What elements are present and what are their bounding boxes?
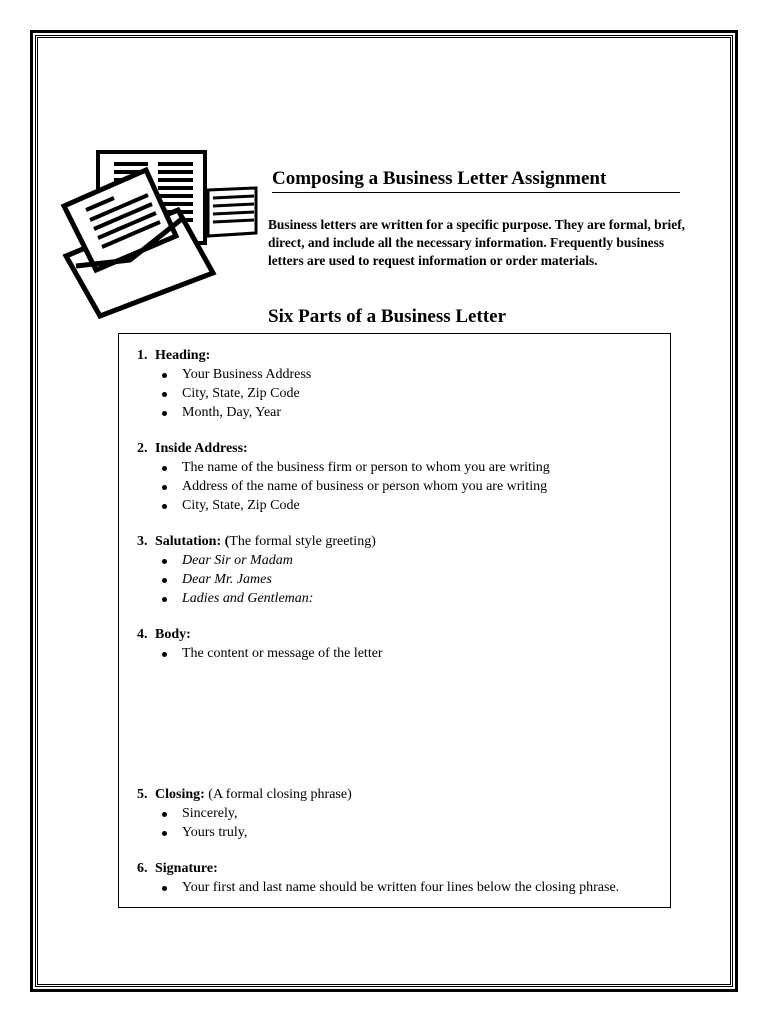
- list-item: Sincerely,: [137, 804, 352, 823]
- part-salutation: 3. Salutation: (The formal style greeting) Dear Sir or Madam Dear Mr. James Ladies and Gentleman:: [137, 534, 376, 606]
- list-item: Yours truly,: [137, 823, 352, 842]
- part-signature: 6. Signature: Your first and last name should be written four lines below the closing phrase.: [137, 861, 620, 895]
- part-inside-address: 2. Inside Address: The name of the business firm or person to whom you are writing Address of the name of business or person whom you are writing City, State, Zip Code: [137, 441, 550, 513]
- list-item: Dear Sir or Madam: [137, 551, 376, 570]
- letter-envelope-clipart: [58, 148, 268, 323]
- parts-box: [118, 333, 671, 908]
- part-heading: 1. Heading: Your Business Address City, State, Zip Code Month, Day, Year: [137, 348, 312, 420]
- page-title: Composing a Business Letter Assignment: [272, 168, 680, 193]
- list-item: Ladies and Gentleman:: [137, 589, 376, 608]
- part-body: 4. Body: The content or message of the letter: [137, 627, 383, 661]
- list-item: Month, Day, Year: [137, 403, 311, 422]
- list-item: The content or message of the letter: [137, 644, 383, 663]
- list-item: Address of the name of business or person whom you are writing: [137, 477, 550, 496]
- list-item: Dear Mr. James: [137, 570, 376, 589]
- section-title: Six Parts of a Business Letter: [268, 306, 507, 327]
- list-item: Your Business Address: [137, 365, 311, 384]
- intro-paragraph: Business letters are written for a specific purpose. They are formal, brief, direct, and include all the necessary information. Frequently business letters are used to request information or order materials.: [268, 217, 686, 268]
- list-item: City, State, Zip Code: [137, 496, 550, 515]
- list-item: Your first and last name should be written four lines below the closing phrase.: [137, 878, 619, 897]
- list-item: City, State, Zip Code: [137, 384, 311, 403]
- list-item: The name of the business firm or person to whom you are writing: [137, 458, 550, 477]
- part-closing: 5. Closing: (A formal closing phrase) Sincerely, Yours truly,: [137, 787, 352, 840]
